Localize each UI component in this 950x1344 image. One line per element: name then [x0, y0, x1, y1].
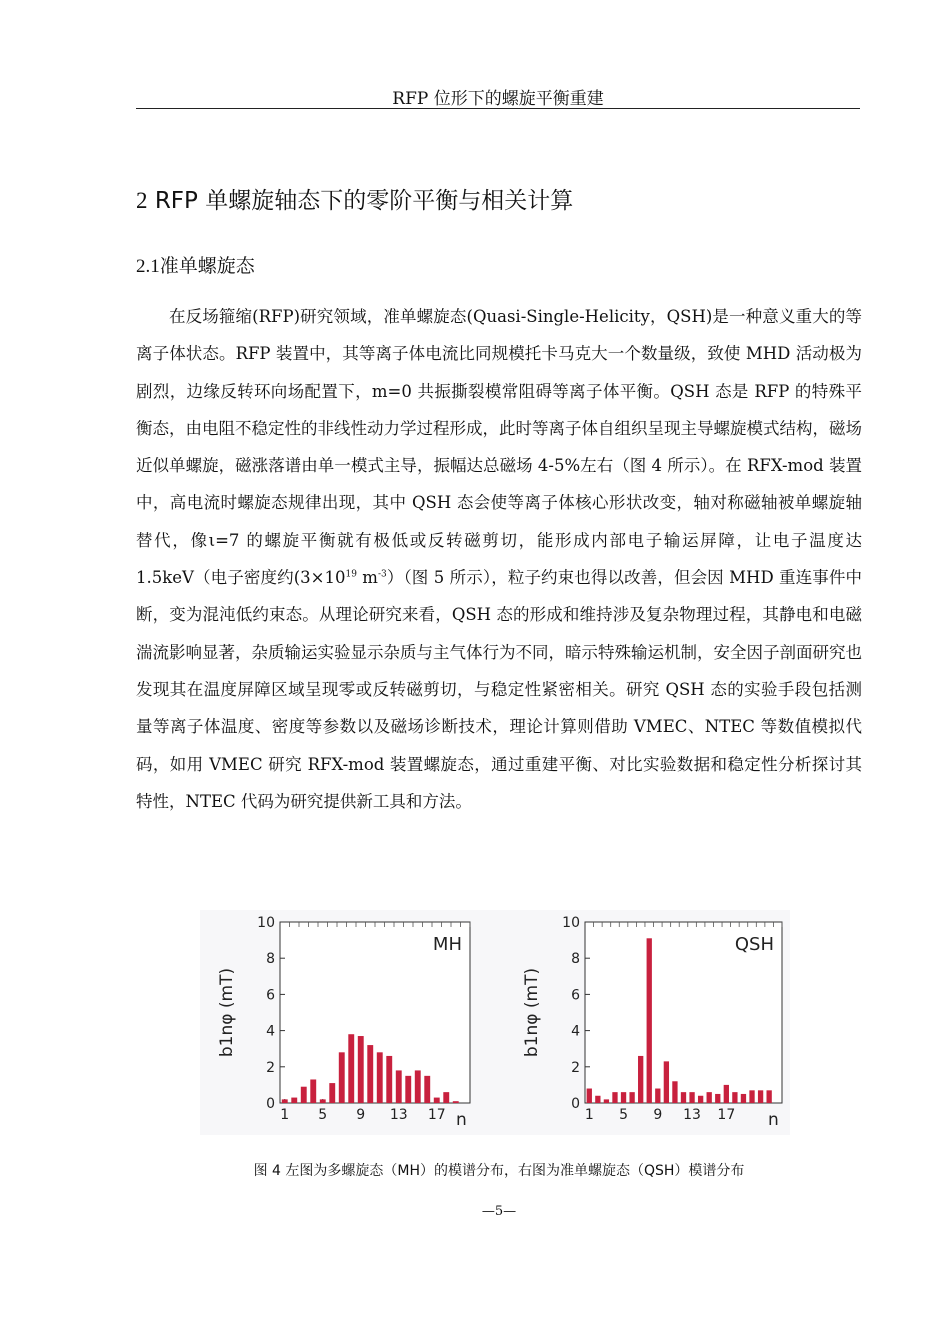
body-paragraph: [136, 298, 862, 820]
bar-mh-n1: [282, 1099, 288, 1103]
bar-qsh-n21: [758, 1090, 763, 1103]
paragraph-sup-1: 19: [345, 569, 357, 580]
figure-4: [200, 910, 790, 1135]
y-tick-label: 4: [266, 1023, 275, 1040]
paragraph-sup-2: -3: [377, 569, 387, 580]
subsection-title: 准单螺旋态: [159, 255, 255, 277]
panel-label-qsh: QSH: [734, 934, 774, 955]
figure-4-charts: [200, 910, 790, 1135]
bar-qsh-n6: [629, 1092, 634, 1103]
bar-qsh-n18: [732, 1092, 737, 1103]
bar-qsh-n8: [647, 938, 652, 1103]
bar-qsh-n1: [587, 1089, 592, 1103]
x-tick-label: 1: [280, 1107, 290, 1123]
bar-mh-n12: [386, 1056, 392, 1103]
subsection-number: 2.1: [136, 256, 160, 277]
x-tick-label: 9: [653, 1107, 663, 1123]
bar-qsh-n14: [698, 1096, 703, 1103]
header-rule: [136, 108, 860, 109]
bar-qsh-n3: [604, 1099, 609, 1103]
bar-mh-n4: [310, 1079, 316, 1103]
y-axis-label: b1nφ (mT): [217, 967, 237, 1058]
bar-mh-n16: [424, 1076, 430, 1103]
page-number: —5—: [481, 1204, 517, 1219]
y-tick-label: 10: [562, 915, 580, 931]
y-tick-label: 0: [266, 1096, 275, 1112]
section-heading: [136, 182, 573, 215]
subsection-heading: [136, 251, 255, 278]
bar-qsh-n20: [749, 1090, 754, 1103]
bar-mh-n13: [396, 1070, 402, 1103]
x-tick-label: 1: [584, 1107, 594, 1123]
section-title: RFP 单螺旋轴态下的零阶平衡与相关计算: [154, 188, 574, 214]
bar-qsh-n22: [766, 1090, 771, 1103]
bar-qsh-n19: [741, 1094, 746, 1103]
x-tick-label: 17: [427, 1107, 446, 1123]
running-header: RFP 位形下的螺旋平衡重建: [392, 89, 604, 109]
y-tick-label: 6: [266, 987, 275, 1004]
panel-label-mh: MH: [432, 934, 462, 955]
y-tick-label: 2: [571, 1059, 580, 1076]
x-tick-label: 17: [717, 1107, 736, 1123]
y-tick-label: 8: [266, 951, 275, 968]
bar-mh-n8: [348, 1034, 354, 1103]
y-tick-label: 10: [257, 915, 275, 931]
x-tick-label: 9: [356, 1107, 366, 1123]
bar-qsh-n11: [672, 1081, 677, 1103]
x-tick-label: 13: [683, 1107, 701, 1123]
bar-qsh-n2: [595, 1096, 600, 1103]
bar-mh-n9: [358, 1036, 364, 1103]
y-axis-label: b1nφ (mT): [522, 967, 542, 1058]
y-tick-label: 2: [266, 1059, 275, 1076]
y-tick-label: 4: [571, 1023, 580, 1040]
paragraph-part-2: m: [356, 568, 378, 588]
bar-mh-n15: [415, 1070, 421, 1103]
bar-mh-n17: [434, 1098, 440, 1103]
bar-qsh-n13: [689, 1092, 694, 1103]
bar-mh-n14: [405, 1076, 411, 1103]
section-number: 2: [136, 188, 148, 213]
y-tick-label: 6: [571, 987, 580, 1004]
bar-mh-n3: [301, 1087, 307, 1103]
bar-mh-n6: [329, 1083, 335, 1103]
bar-mh-n11: [377, 1052, 383, 1103]
bar-qsh-n16: [715, 1094, 720, 1103]
bar-qsh-n10: [664, 1061, 669, 1103]
paragraph-part-1: 在反场箍缩(RFP)研究领域，准单螺旋态(Quasi-Single-Helicity，QSH)是一种意义重大的等离子体状态。RFP 装置中，其等离子体电流比同规模托卡马克大一个数量级，致使 MHD 活动极为剧烈，边缘反转环向场配置下，m=0 共振撕裂模常阻碍等离子体平衡。QSH 态是 RFP 的特殊平衡态，由电阻不稳定性的非线性动力学过程形成，此时等离子体自组织呈现主导螺旋模式结构，磁场近似单螺旋，磁涨落谱由单一模式主导，振幅达总磁场 4-5%左右（图 4 所示）。在 RFX-mod 装置中，高电流时螺旋态规律出现，其中 QSH 态会使等离子体核心形状改变，轴对称磁轴被单螺旋轴替代，像ι=7 的螺旋平衡就有极低或反转磁剪切，能形成内部电子输运屏障，让电子温度达 1.5keV（电子密度约(3×10: [136, 307, 862, 588]
paragraph-part-3: ）（图 5 所示），粒子约束也得以改善，但会因 MHD 重连事件中断，变为混沌低约束态。从理论研究来看，QSH 态的形成和维持涉及复杂物理过程，其静电和电磁湍流影响显著，杂质输运实验显示杂质与主气体行为不同，暗示特殊输运机制，安全因子剖面研究也发现其在温度屏障区域呈现零或反转磁剪切，与稳定性紧密相关。研究 QSH 态的实验手段包括测量等离子体温度、密度等参数以及磁场诊断技术，理论计算则借助 VMEC、NTEC 等数值模拟代码，如用 VMEC 研究 RFX-mod 装置螺旋态，通过重建平衡、对比实验数据和稳定性分析探讨其特性，NTEC 代码为研究提供新工具和方法。: [136, 568, 862, 811]
bar-qsh-n7: [638, 1056, 643, 1103]
x-axis-label: n: [768, 1110, 779, 1130]
bar-mh-n19: [453, 1101, 459, 1103]
figure-caption: 图 4 左图为多螺旋态（MH）的模谱分布，右图为准单螺旋态（QSH）模谱分布: [253, 1163, 745, 1179]
bar-mh-n7: [339, 1052, 345, 1103]
x-axis-label: n: [456, 1110, 467, 1130]
bar-mh-n18: [443, 1092, 449, 1103]
bar-mh-n10: [367, 1045, 373, 1103]
x-tick-label: 13: [389, 1107, 408, 1123]
y-tick-label: 0: [571, 1096, 580, 1112]
bar-mh-n5: [320, 1099, 326, 1103]
x-tick-label: 5: [619, 1107, 629, 1123]
bar-qsh-n17: [724, 1085, 729, 1103]
bar-qsh-n9: [655, 1089, 660, 1103]
bar-mh-n2: [291, 1098, 297, 1103]
x-tick-label: 5: [318, 1107, 328, 1123]
y-tick-label: 8: [571, 951, 580, 968]
bar-qsh-n4: [612, 1092, 617, 1103]
bar-qsh-n15: [707, 1092, 712, 1103]
bar-qsh-n12: [681, 1092, 686, 1103]
bar-qsh-n5: [621, 1092, 626, 1103]
